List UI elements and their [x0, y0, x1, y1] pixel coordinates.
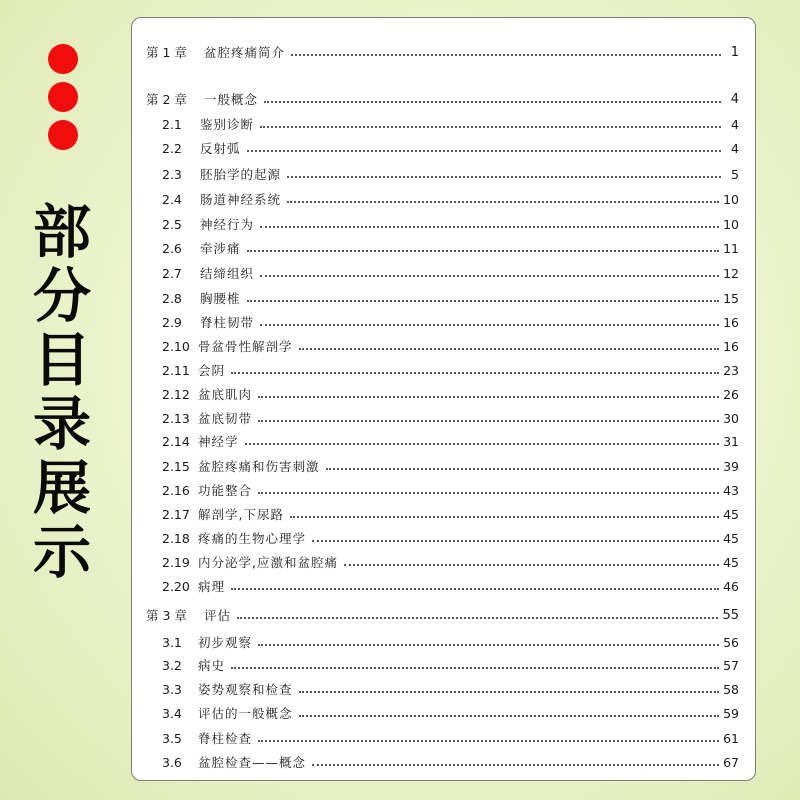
red-dot-icon	[48, 82, 78, 112]
toc-title: 盆腔检查——概念	[198, 755, 307, 770]
toc-section-row	[132, 312, 755, 332]
toc-section-row	[132, 336, 755, 356]
toc-title: 盆腔疼痛简介	[204, 45, 286, 60]
toc-number: 2.19	[162, 554, 190, 570]
toc-section-row	[132, 752, 755, 772]
toc-number: 2.14	[162, 433, 190, 449]
toc-section-row	[132, 214, 755, 234]
toc-number: 2.11	[162, 362, 190, 378]
toc-dot-leader	[258, 420, 719, 422]
toc-title: 功能整合	[198, 483, 253, 498]
toc-number: 3.3	[162, 681, 182, 697]
toc-section-row	[132, 528, 755, 548]
toc-page-number: 12	[723, 265, 739, 281]
toc-chapter-row	[132, 42, 755, 62]
toc-title: 初步观察	[198, 635, 253, 650]
toc-dot-leader	[299, 348, 720, 350]
toc-number: 第 2 章	[146, 92, 187, 107]
toc-page-number: 57	[723, 657, 739, 673]
toc-title: 解剖学,下尿路	[198, 507, 284, 522]
toc-number: 2.17	[162, 506, 190, 522]
toc-dot-leader	[260, 226, 719, 228]
toc-chapter-row	[132, 605, 755, 625]
toc-page-number: 55	[722, 607, 739, 623]
toc-number: 3.1	[162, 634, 182, 650]
toc-number: 第 1 章	[146, 45, 187, 60]
toc-section-row	[132, 655, 755, 675]
toc-page-number: 16	[723, 314, 739, 330]
toc-page-number: 4	[730, 91, 739, 107]
toc-number: 2.7	[162, 265, 182, 281]
toc-title: 神经学	[198, 434, 239, 449]
toc-section-row	[132, 576, 755, 596]
toc-dot-leader	[258, 396, 719, 398]
toc-number: 2.20	[162, 578, 190, 594]
toc-section-row	[132, 360, 755, 380]
toc-dot-leader	[260, 126, 721, 128]
toc-title: 脊柱韧带	[200, 315, 255, 330]
toc-dot-leader	[247, 250, 720, 252]
toc-page-number: 30	[723, 410, 739, 426]
toc-section-row	[132, 288, 755, 308]
toc-title: 肠道神经系统	[200, 192, 282, 207]
toc-section-row	[132, 164, 755, 184]
toc-title: 神经行为	[200, 217, 255, 232]
toc-number: 2.4	[162, 191, 182, 207]
toc-page-number: 5	[731, 166, 739, 182]
toc-dot-leader	[312, 764, 719, 766]
toc-dot-leader	[247, 300, 720, 302]
toc-dot-leader	[258, 492, 719, 494]
toc-title: 会阴	[198, 363, 226, 378]
toc-title: 一般概念	[204, 92, 259, 107]
toc-dot-leader	[237, 617, 718, 619]
toc-title: 盆底肌肉	[198, 387, 253, 402]
toc-dot-leader	[291, 54, 721, 56]
toc-section-row	[132, 456, 755, 476]
toc-number: 2.9	[162, 314, 182, 330]
toc-chapter-row	[132, 89, 755, 109]
toc-dot-leader	[231, 667, 719, 669]
toc-section-row	[132, 138, 755, 158]
toc-section-row	[132, 189, 755, 209]
toc-page-number: 46	[723, 578, 739, 594]
toc-dot-leader	[260, 275, 719, 277]
toc-dot-leader	[245, 443, 720, 445]
toc-dot-leader	[264, 101, 721, 103]
toc-number: 3.6	[162, 754, 182, 770]
toc-title: 评估的一般概念	[198, 706, 293, 721]
toc-title: 脊柱检查	[198, 731, 253, 746]
toc-title: 病史	[198, 658, 226, 673]
toc-section-row	[132, 384, 755, 404]
toc-page-number: 39	[723, 458, 739, 474]
toc-number: 3.2	[162, 657, 182, 673]
red-dot-icon	[48, 120, 78, 150]
toc-dot-leader	[344, 564, 719, 566]
toc-title: 内分泌学,应激和盆腔痛	[198, 555, 338, 570]
toc-title: 疼痛的生物心理学	[198, 531, 307, 546]
toc-title: 鉴别诊断	[200, 117, 255, 132]
toc-number: 2.1	[162, 116, 182, 132]
toc-section-row	[132, 632, 755, 652]
toc-section-row	[132, 114, 755, 134]
toc-number: 2.10	[162, 338, 190, 354]
toc-number: 第 3 章	[146, 608, 187, 623]
toc-number: 2.3	[162, 166, 182, 182]
toc-page-number: 4	[731, 116, 739, 132]
toc-title: 姿势观察和检查	[198, 682, 293, 697]
toc-dot-leader	[260, 324, 719, 326]
toc-page-number: 61	[723, 730, 739, 746]
toc-dot-leader	[258, 740, 719, 742]
toc-dot-leader	[258, 644, 719, 646]
toc-section-row	[132, 480, 755, 500]
toc-title: 盆腔疼痛和伤害刺激	[198, 459, 320, 474]
toc-dot-leader	[287, 201, 719, 203]
toc-number: 2.18	[162, 530, 190, 546]
toc-dot-leader	[290, 516, 719, 518]
toc-section-row	[132, 703, 755, 723]
toc-dot-leader	[287, 176, 721, 178]
toc-number: 2.2	[162, 140, 182, 156]
toc-number: 2.8	[162, 290, 182, 306]
toc-title: 骨盆骨性解剖学	[198, 339, 293, 354]
toc-page-number: 26	[723, 386, 739, 402]
toc-title: 牵涉痛	[200, 241, 241, 256]
toc-dot-leader	[326, 468, 720, 470]
toc-page-number: 11	[723, 240, 739, 256]
toc-page-number: 45	[723, 506, 739, 522]
toc-section-row	[132, 728, 755, 748]
toc-page-number: 10	[723, 191, 739, 207]
toc-number: 3.5	[162, 730, 182, 746]
toc-title: 病理	[198, 579, 226, 594]
toc-number: 2.13	[162, 410, 190, 426]
toc-number: 2.5	[162, 216, 182, 232]
toc-page-number: 59	[723, 705, 739, 721]
toc-title: 评估	[204, 608, 232, 623]
toc-page-number: 10	[723, 216, 739, 232]
toc-dot-leader	[247, 150, 721, 152]
toc-section-row	[132, 263, 755, 283]
toc-page-number: 67	[723, 754, 739, 770]
toc-section-row	[132, 408, 755, 428]
toc-number: 3.4	[162, 705, 182, 721]
toc-page-number: 45	[723, 554, 739, 570]
toc-number: 2.6	[162, 240, 182, 256]
toc-title: 胚胎学的起源	[200, 167, 282, 182]
toc-dot-leader	[299, 691, 720, 693]
toc-title: 盆底韧带	[198, 411, 253, 426]
toc-page-number: 16	[723, 338, 739, 354]
toc-title: 反射弧	[200, 141, 241, 156]
toc-dot-leader	[231, 372, 719, 374]
toc-panel	[131, 17, 756, 781]
toc-page-number: 31	[723, 433, 739, 449]
side-title: 部分目录展示	[32, 198, 91, 586]
toc-dot-leader	[299, 715, 720, 717]
toc-section-row	[132, 552, 755, 572]
toc-number: 2.15	[162, 458, 190, 474]
toc-dot-leader	[231, 588, 719, 590]
toc-section-row	[132, 238, 755, 258]
toc-page-number: 56	[723, 634, 739, 650]
toc-page-number: 1	[730, 44, 739, 60]
toc-page-number: 23	[723, 362, 739, 378]
toc-title: 胸腰椎	[200, 291, 241, 306]
toc-dot-leader	[312, 540, 719, 542]
toc-section-row	[132, 431, 755, 451]
toc-section-row	[132, 504, 755, 524]
toc-number: 2.16	[162, 482, 190, 498]
toc-page-number: 4	[731, 140, 739, 156]
toc-page-number: 15	[723, 290, 739, 306]
toc-page-number: 45	[723, 530, 739, 546]
toc-section-row	[132, 679, 755, 699]
toc-page-number: 58	[723, 681, 739, 697]
red-dot-icon	[48, 44, 78, 74]
toc-page-number: 43	[723, 482, 739, 498]
toc-number: 2.12	[162, 386, 190, 402]
toc-title: 结缔组织	[200, 266, 255, 281]
